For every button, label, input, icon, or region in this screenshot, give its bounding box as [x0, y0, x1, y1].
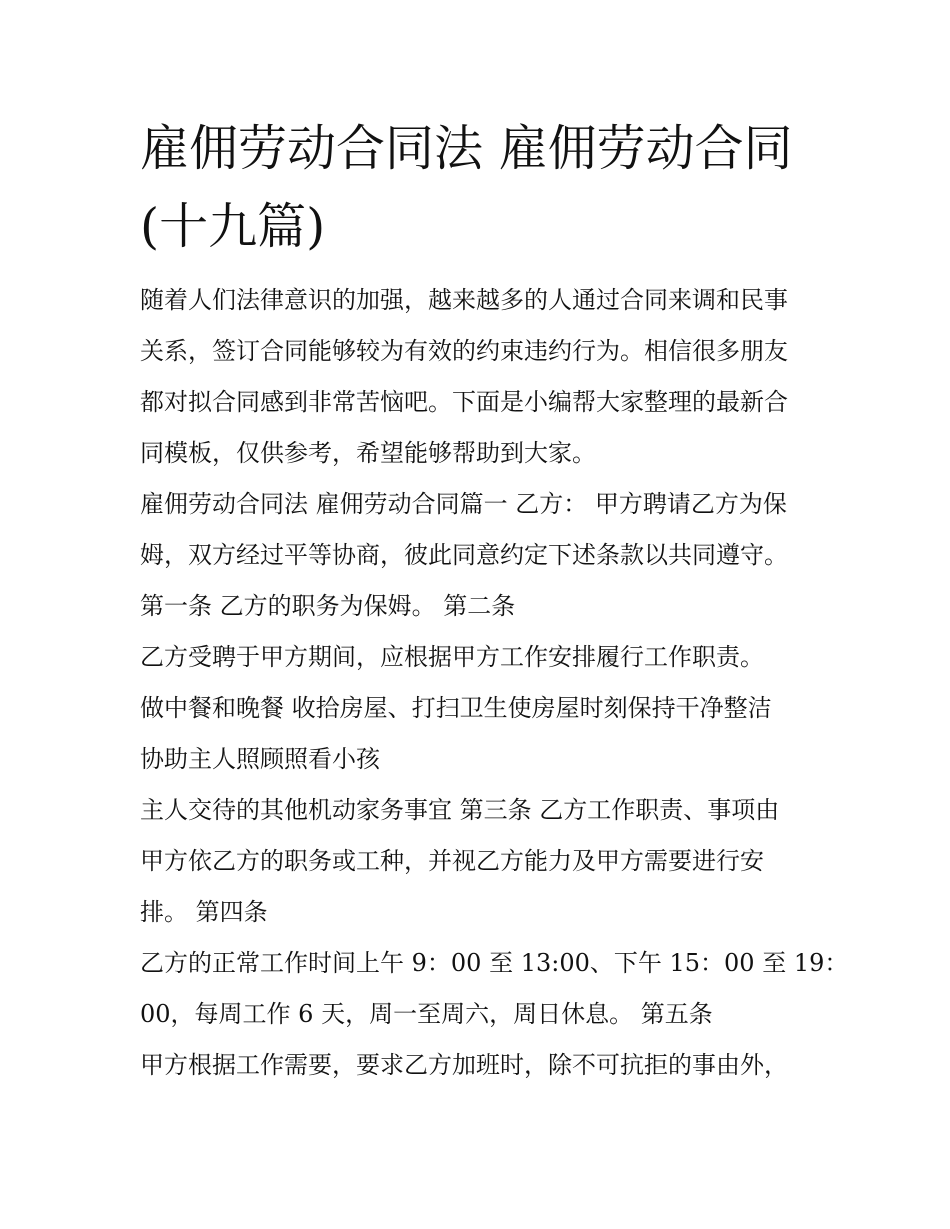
- body-line: 做中餐和晚餐 收拾房屋、打扫卫生使房屋时刻保持干净整洁: [140, 694, 772, 722]
- body-line: 雇佣劳动合同法 雇佣劳动合同篇一 乙方： 甲方聘请乙方为保: [140, 490, 787, 518]
- body-line: 同模板，仅供参考，希望能够帮助到大家。: [140, 439, 596, 467]
- body-line: 主人交待的其他机动家务事宜 第三条 乙方工作职责、事项由: [140, 796, 780, 824]
- body-line: 都对拟合同感到非常苦恼吧。下面是小编帮大家整理的最新合: [140, 388, 788, 416]
- body-line: 姆，双方经过平等协商，彼此同意约定下述条款以共同遵守。: [140, 541, 788, 569]
- title-line: (十九篇): [140, 198, 326, 255]
- document-title: [140, 110, 820, 266]
- body-line: 乙方的正常工作时间上午 9：00 至 13:00、下午 15：00 至 19：: [140, 949, 849, 977]
- body-line: 第一条 乙方的职务为保姆。 第二条: [140, 592, 516, 620]
- title-line: 雇佣劳动合同法 雇佣劳动合同: [140, 120, 793, 177]
- body-line: 乙方受聘于甲方期间，应根据甲方工作安排履行工作职责。: [140, 643, 764, 671]
- body-line: 甲方依乙方的职务或工种，并视乙方能力及甲方需要进行安: [140, 847, 764, 875]
- body-line: 随着人们法律意识的加强，越来越多的人通过合同来调和民事: [140, 286, 788, 314]
- body-line: 关系，签订合同能够较为有效的约束违约行为。相信很多朋友: [140, 337, 788, 365]
- body-line: 排。 第四条: [140, 898, 268, 926]
- body-line: 00，每周工作 6 天，周一至周六，周日休息。 第五条: [140, 1000, 713, 1028]
- body-line: 协助主人照顾照看小孩: [140, 745, 380, 773]
- body-line: 甲方根据工作需要，要求乙方加班时，除不可抗拒的事由外，: [140, 1051, 788, 1079]
- document-body: [140, 275, 849, 1091]
